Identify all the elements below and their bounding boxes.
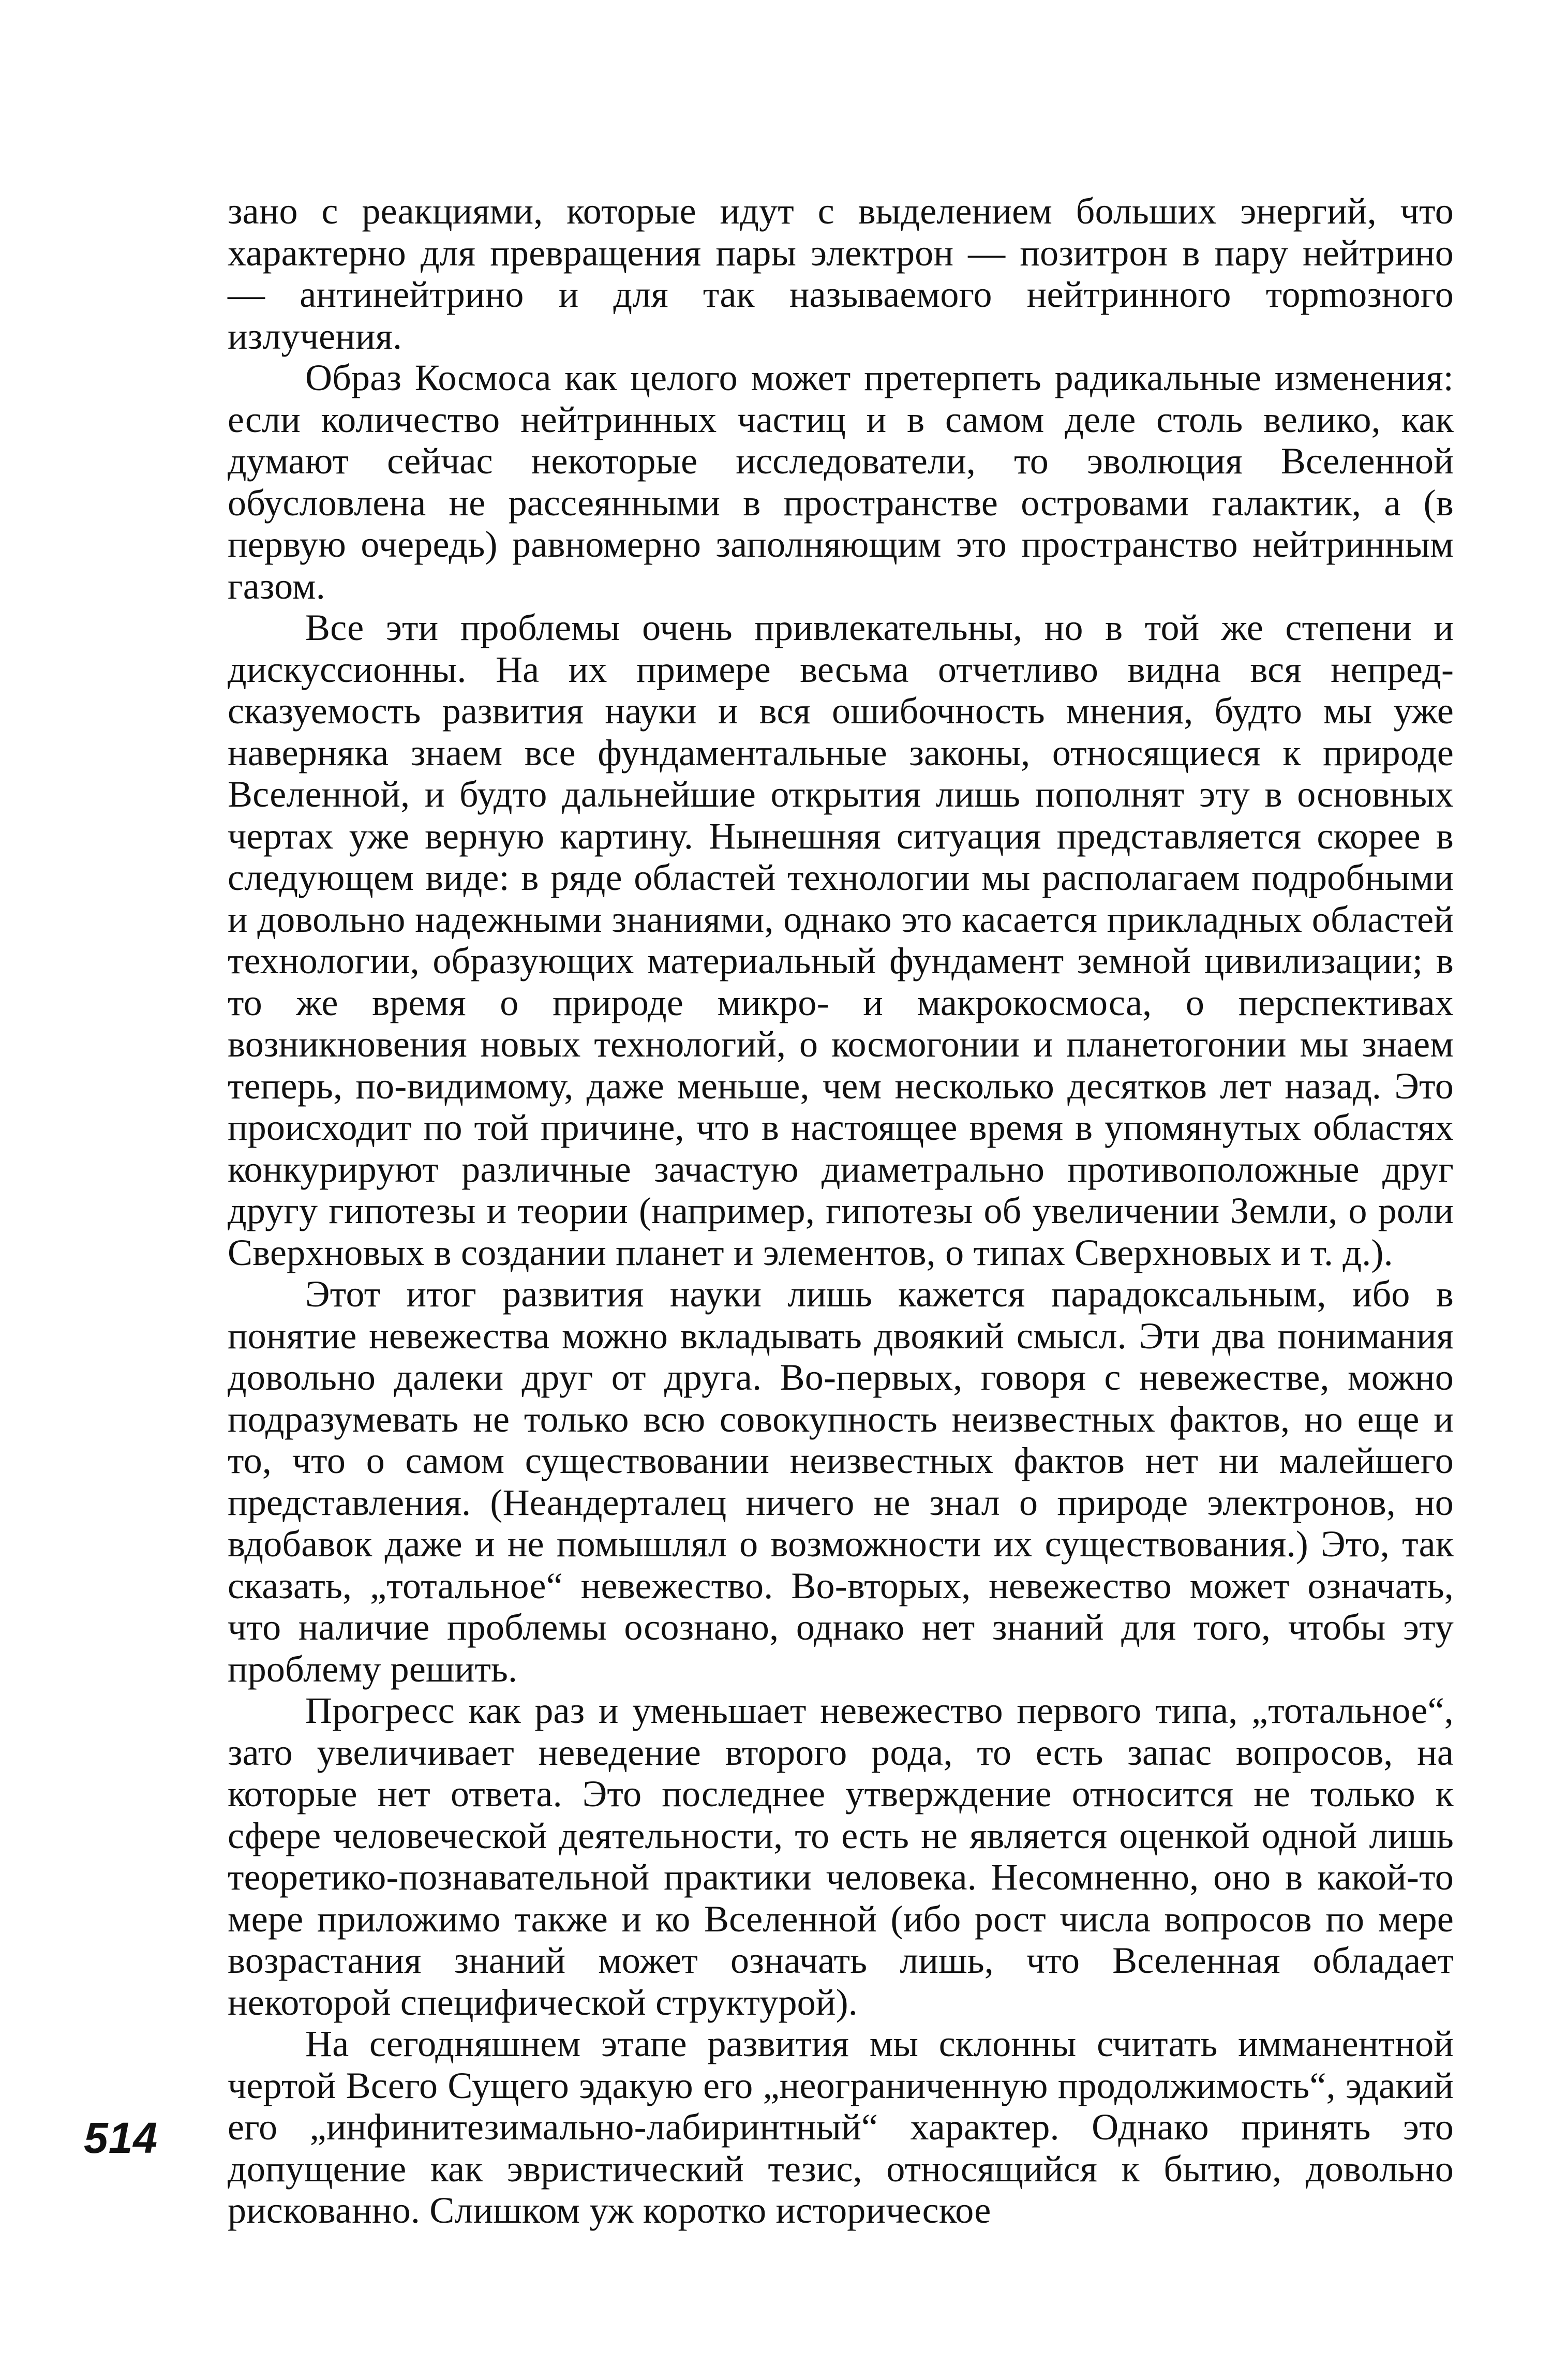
page-number: 514 xyxy=(84,2114,158,2162)
paragraph-ignorance: Этот итог развития науки лишь кажется парадоксальным, ибо в понятие невежества можно вкладывать двоякий смысл. Эти два понимания довольно далеки друг от друга. Во-первых, говоря с невежестве, можно подразумевать не только всю совокупность неизвестных фактов, но еще и то, что о самом существовании неизвестных фактов нет ни малейшего представления. (Неандерталец ничего не знал о природе электронов, но вдобавок даже и не помышлял о возможности их существования.) Это, так сказать, „тотальное“ невежество. Во-вторых, невежество может означать, что наличие проблемы осознано, однако нет знаний для того, чтобы эту проблему решить. xyxy=(228,1273,1454,1690)
paragraph-problems: Все эти проблемы очень привлекательны, но в той же степени и дискуссионны. На их примере весьма отчетливо видна вся непредсказуемость развития науки и вся ошибочность мнения, будто мы уже наверняка знаем все фундаментальные законы, относящиеся к природе Вселенной, и будто дальнейшие открытия лишь пополнят эту в основных чертах уже верную картину. Нынешняя ситуация представляется скорее в следующем виде: в ряде областей технологии мы располагаем подробными и довольно надежными знаниями, однако это касается прикладных областей технологии, образующих материальный фундамент земной цивилизации; в то же время о природе микро- и макрокосмоса, о перспективах возникновения новых технологий, о космогонии и планетогонии мы знаем теперь, по-видимому, даже меньше, чем несколько десятков лет назад. Это происходит по той причине, что в настоящее время в упомянутых областях конкурируют различные зачастую диаметрально противоположные друг другу гипотезы и теории (например, гипотезы об увеличении Земли, о роли Сверхновых в создании планет и элементов, о типах Сверхновых и т. д.). xyxy=(228,607,1454,1273)
paragraph-progress: Прогресс как раз и уменьшает невежество первого типа, „тотальное“, зато увеличивает неведение второго рода, то есть запас вопросов, на которые нет ответа. Это последнее утверждение относится не только к сфере человеческой деятельности, то есть не является оценкой одной лишь теоретико-познавательной практики человека. Несомненно, оно в какой-то мере приложимо также и ко Вселенной (ибо рост числа вопросов по мере возрастания знаний может означать лишь, что Вселенная обладает некоторой специфической структурой). xyxy=(228,1690,1454,2023)
paragraph-current-stage: На сегодняшнем этапе развития мы склонны считать имманентной чертой Всего Сущего эдакую его „неограниченную продолжимость“, эдакий его „инфинитезимально-лабиринтный“ характер. Однако принять это допущение как эвристический тезис, относящийся к бытию, довольно рискованно. Слишком уж коротко историческое xyxy=(228,2023,1454,2231)
paragraph-continuation: зано с реакциями, которые идут с выделением больших энергий, что характерно для превращения пары электрон — позитрон в пару нейтрино — антинейтрино и для так называемого нейтринного торmозного излучения. xyxy=(228,190,1454,357)
text-column xyxy=(228,190,1454,2232)
paragraph-cosmos-image: Образ Космоса как целого может претерпеть радикальные изменения: если количество нейтринных частиц и в самом деле столь велико, как думают сейчас некоторые исследователи, то эволюция Вселенной обусловлена не рассеянными в пространстве островами галактик, а (в первую очередь) равномерно заполняющим это пространство нейтринным газом. xyxy=(228,357,1454,607)
